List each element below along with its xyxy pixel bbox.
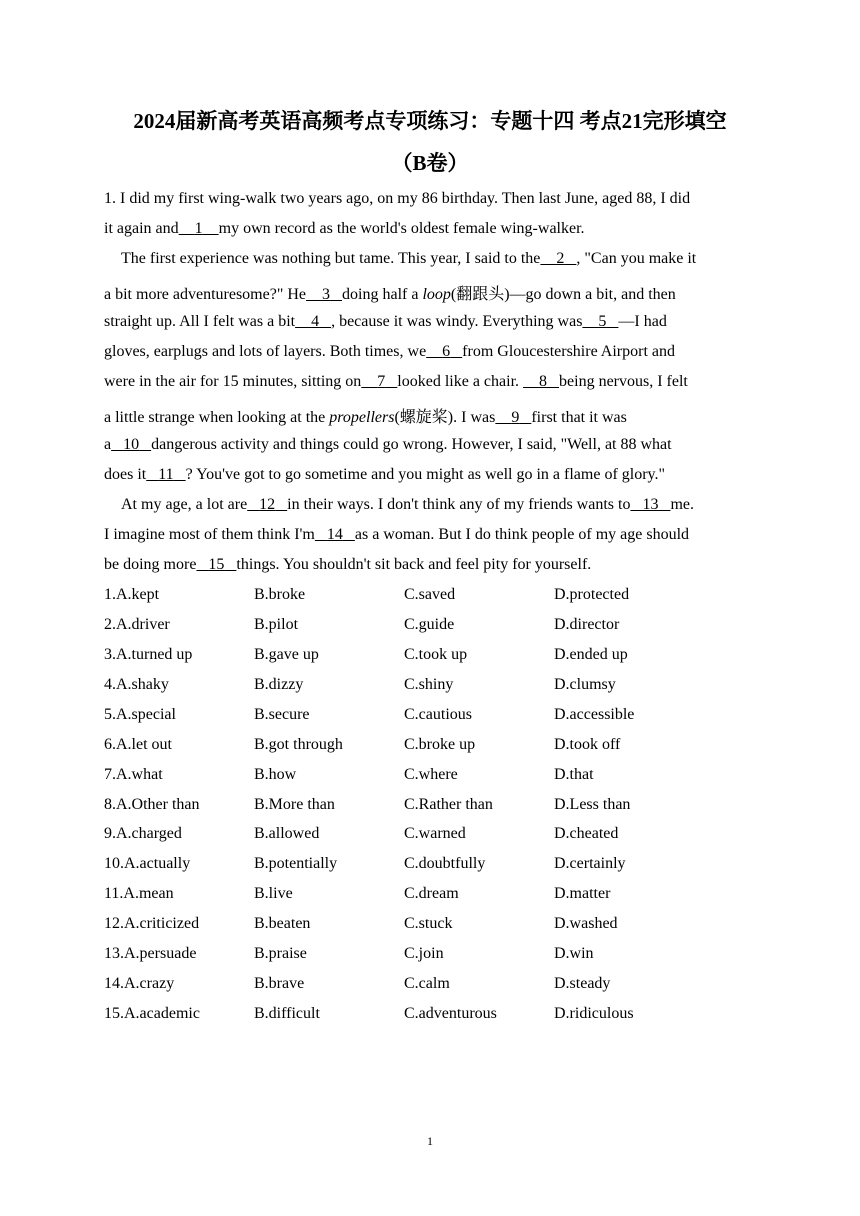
italic-term: propellers [329,409,395,426]
option-b: B.dizzy [254,675,304,693]
blank-12 [247,496,287,513]
option-d: D.director [554,615,620,633]
passage-line-12 [104,526,689,544]
option-b: B.More than [254,795,335,813]
option-b: B.got through [254,735,343,753]
option-c: C.join [404,945,444,963]
text: ? You've got to go sometime and you might as well go in a flame of glory." [185,466,666,483]
option-a: 3.A.turned up [104,645,193,663]
blank-8 [523,373,559,390]
text: a [104,436,112,453]
option-a: 8.A.Other than [104,795,200,813]
option-d: D.that [554,765,594,783]
blank-number: 15 [208,556,225,573]
option-b: B.broke [254,586,306,603]
option-b: B.secure [254,705,310,723]
option-c: C.calm [404,975,450,993]
blank-1 [179,220,219,237]
text: I imagine most of them think I'm [104,526,315,543]
passage-line-9 [104,436,672,454]
option-b: B.brave [254,975,305,993]
text: (螺旋桨). I was [394,409,496,426]
option-d: D.matter [554,885,611,903]
option-a: 12.A.criticized [104,915,200,933]
option-c: C.guide [404,615,455,633]
option-b: B.pilot [254,615,299,633]
option-c: C.where [404,765,458,783]
option-c: C.broke up [404,735,476,753]
passage-line-2 [104,220,585,238]
blank-number: 4 [311,313,320,330]
blank-number: 1 [194,220,203,237]
option-b: B.allowed [254,825,320,843]
blank-3 [306,286,342,303]
text: in their ways. I don't think any of my friends wants to [287,496,631,513]
option-c: C.cautious [404,705,472,723]
text: being nervous, I felt [559,373,688,390]
blank-number: 7 [377,373,386,390]
text: be doing more [104,556,197,573]
option-c: C.saved [404,586,456,603]
text: from Gloucestershire Airport and [462,343,675,360]
text: , "Can you make it [576,250,697,267]
passage-line-11 [121,496,694,514]
text: my own record as the world's oldest female wing-walker. [218,220,585,237]
blank-number: 9 [511,409,520,426]
option-d: D.accessible [554,705,635,723]
blank-number: 13 [642,496,659,513]
blank-9 [495,409,531,426]
text: as a woman. But I do think people of my age should [354,526,690,543]
text: it again and [104,220,179,237]
blank-14 [315,526,355,543]
option-c: C.stuck [404,915,453,933]
option-d: D.ended up [554,645,628,663]
text: were in the air for 15 minutes, sitting on [104,373,362,390]
option-b: B.praise [254,945,307,963]
text: , because it was windy. Everything was [331,313,583,330]
blank-7 [361,373,397,390]
text: straight up. All I felt was a bit [104,313,296,330]
blank-10 [111,436,151,453]
option-b: B.beaten [254,915,311,933]
blank-5 [582,313,618,330]
option-a: 5.A.special [104,705,176,723]
text: gloves, earplugs and lots of layers. Both times, we [104,343,427,360]
option-c: C.took up [404,645,468,663]
passage-line-6 [104,343,675,361]
text: looked like a chair. [397,373,524,390]
option-b: B.gave up [254,645,319,663]
option-d: D.washed [554,915,618,933]
option-c: C.Rather than [404,795,493,813]
text: a bit more adventuresome?" He [104,286,307,303]
option-d: D.win [554,945,594,963]
passage-line-3 [121,250,696,268]
blank-4 [295,313,331,330]
text: things. You shouldn't sit back and feel pity for yourself. [236,556,592,573]
blank-11 [146,466,185,483]
blank-number: 12 [259,496,276,513]
option-b: B.potentially [254,855,338,873]
option-a: 4.A.shaky [104,675,169,693]
option-a: 6.A.let out [104,735,172,753]
passage-line-10 [104,466,665,484]
blank-number: 3 [322,286,331,303]
option-b: B.how [254,765,297,783]
option-d: D.ridiculous [554,1005,634,1022]
option-c: C.shiny [404,675,454,693]
option-a: 1.A.kept [104,586,160,603]
italic-term: loop [422,286,451,303]
text: The first experience was nothing but tame. This year, I said to the [121,250,541,267]
blank-6 [426,343,462,360]
option-d: D.protected [554,586,630,603]
option-a: 15.A.academic [104,1005,200,1022]
option-a: 13.A.persuade [104,945,197,963]
option-a: 7.A.what [104,765,163,783]
blank-2 [540,250,576,267]
option-a: 9.A.charged [104,825,182,843]
passage-line-8 [104,404,627,427]
text: me. [670,496,694,513]
blank-number: 2 [556,250,565,267]
text: a little strange when looking at the [104,409,330,426]
option-b: B.difficult [254,1005,320,1022]
option-c: C.doubtfully [404,855,486,873]
passage-line-5 [104,313,667,331]
blank-number: 8 [539,373,548,390]
option-d: D.clumsy [554,675,616,693]
blank-15 [196,556,236,573]
text: doing half a [342,286,423,303]
blank-number: 6 [442,343,451,360]
text: —I had [618,313,667,330]
option-d: D.Less than [554,795,631,813]
option-a: 2.A.driver [104,615,170,633]
text: does it [104,466,147,483]
text: (翻跟头)—go down a bit, and then [450,286,676,303]
text: first that it was [531,409,627,426]
blank-number: 5 [598,313,607,330]
passage-line-4 [104,281,676,304]
option-d: D.took off [554,735,621,753]
document-subtitle: （B卷） [391,151,469,175]
option-c: C.adventurous [404,1005,497,1022]
option-b: B.live [254,885,293,903]
text: 1. I did my first wing-walk two years ago, on my 86 birthday. Then last June, aged 88, I did [104,190,691,207]
option-c: C.warned [404,825,466,843]
blank-13 [630,496,670,513]
option-d: D.steady [554,975,611,993]
option-c: C.dream [404,885,459,903]
passage-line-7 [104,373,688,391]
document-title: 2024届新高考英语高频考点专项练习：专题十四 考点21完形填空 [133,109,727,133]
option-a: 11.A.mean [104,885,174,903]
option-a: 14.A.crazy [104,975,175,993]
page-number: 1 [427,1134,433,1148]
passage-line-13 [104,556,591,574]
blank-number: 14 [326,526,343,543]
text: dangerous activity and things could go wrong. However, I said, "Well, at 88 what [151,436,672,453]
blank-number: 11 [158,466,174,483]
option-d: D.cheated [554,825,619,843]
blank-number: 10 [123,436,140,453]
option-a: 10.A.actually [104,855,191,873]
text: At my age, a lot are [121,496,248,513]
passage-line-1 [104,190,690,208]
option-d: D.certainly [554,855,626,873]
